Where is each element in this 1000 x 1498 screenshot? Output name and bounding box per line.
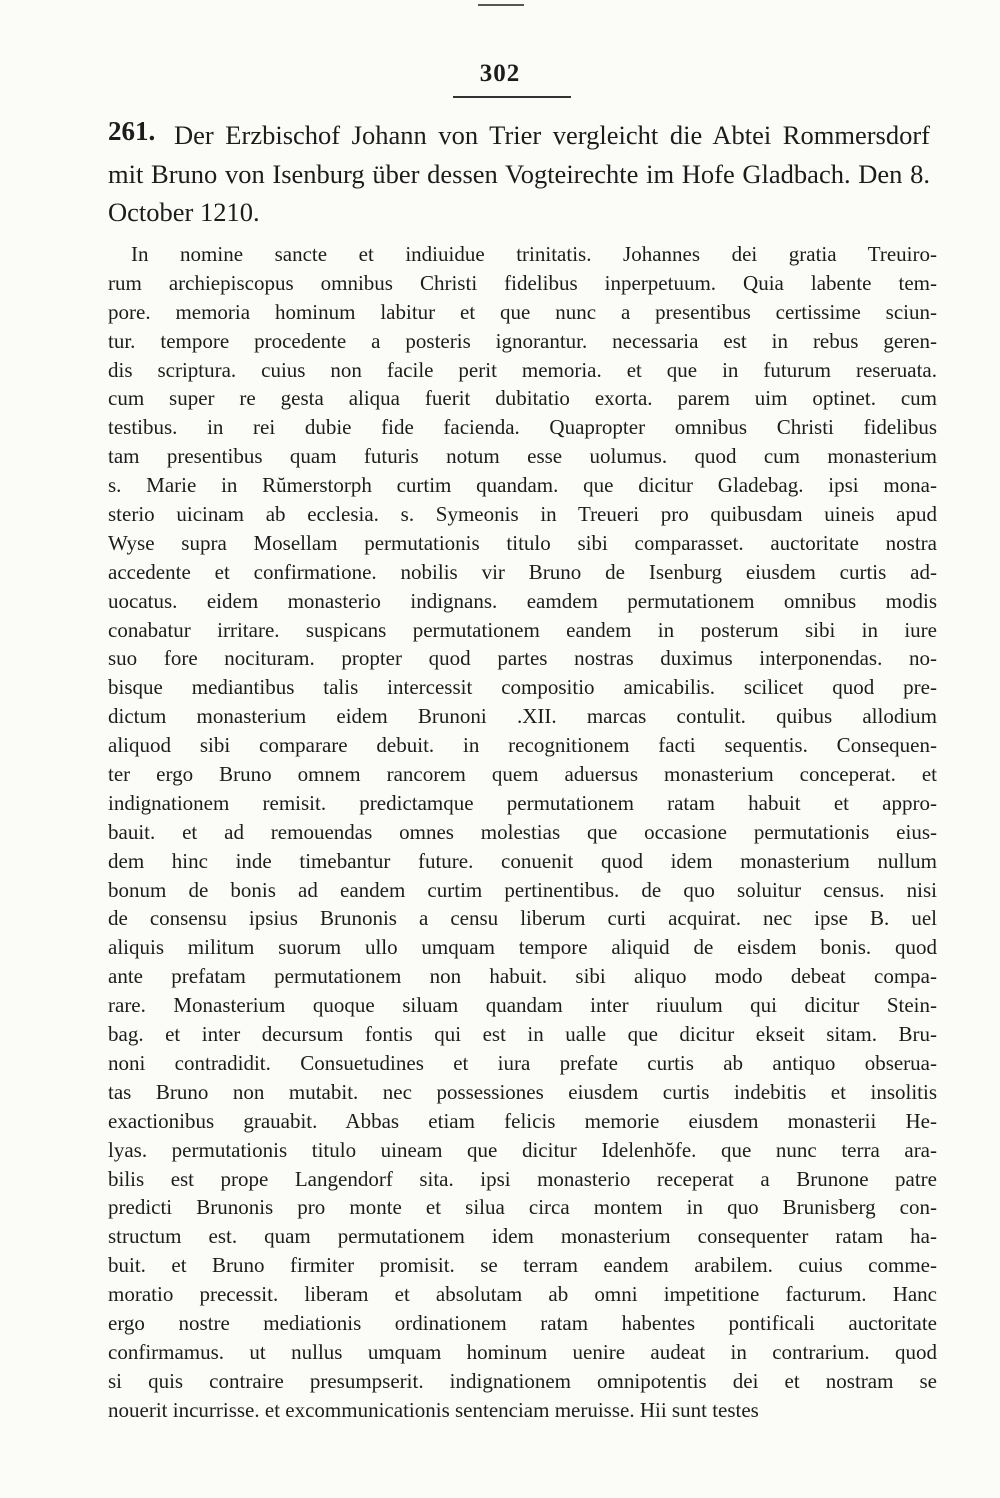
text-line: suo fore nocituram. propter quod partes nostras duximus interponendas. no- xyxy=(108,646,937,671)
text-line: dictum monasterium eidem Brunoni .XII. marcas contulit. quibus allodium xyxy=(108,704,937,729)
text-line: aliquis militum suorum ullo umquam tempore aliquid de eisdem bonis. quod xyxy=(108,935,937,960)
text-line: dis scriptura. cuius non facile perit memoria. et que in futurum reseruata. xyxy=(108,357,937,382)
text-line: s. Marie in Rŭmerstorph curtim quandam. que dicitur Gladebag. ipsi mona- xyxy=(108,473,937,498)
text-line: structum est. quam permutationem idem monasterium consequenter ratam ha- xyxy=(108,1224,937,1249)
text-line: indignationem remisit. predictamque permutationem ratam habuit et appro- xyxy=(108,790,937,815)
text-line: accedente et confirmatione. nobilis vir Bruno de Isenburg eiusdem curtis ad- xyxy=(108,559,937,584)
text-line: ante prefatam permutationem non habuit. sibi aliquo modo debeat compa- xyxy=(108,964,937,989)
text-line: tas Bruno non mutabit. nec possessiones eiusdem curtis indebitis et insolitis xyxy=(108,1079,937,1104)
text-line: In nomine sancte et indiuidue trinitatis. Johannes dei gratia Treuiro- xyxy=(131,242,937,266)
text-line: nouerit incurrisse. et excommunicationis sentenciam meruisse. Hii sunt testes xyxy=(108,1397,759,1422)
text-line: confirmamus. ut nullus umquam hominum uenire audeat in contrarium. quod xyxy=(108,1339,937,1364)
text-line: bisque mediantibus talis intercessit compositio amicabilis. scilicet quod pre- xyxy=(108,675,937,700)
charter-number: 261. xyxy=(108,116,156,146)
text-line: tur. tempore procedente a posteris ignorantur. necessaria est in rebus geren- xyxy=(108,328,937,353)
text-line: exactionibus grauabit. Abbas etiam felicis memorie eiusdem monasterii He- xyxy=(108,1108,937,1133)
text-line: uocatus. eidem monasterio indignans. eamdem permutationem omnibus modis xyxy=(108,588,937,613)
text-line: rum archiepiscopus omnibus Christi fidelibus inperpetuum. Quia labente tem- xyxy=(108,270,937,295)
text-line: sterio uicinam ab ecclesia. s. Symeonis in Treueri pro quibusdam uineis apud xyxy=(108,502,937,527)
text-line: si quis contraire presumpserit. indignationem omnipotentis dei et nostram se xyxy=(108,1368,937,1393)
text-line: bag. et inter decursum fontis qui est in ualle que dicitur ekseit sitam. Bru- xyxy=(108,1022,937,1047)
text-line: tam presentibus quam futuris notum esse uolumus. quod cum monasterium xyxy=(108,444,937,469)
text-line: moratio precessit. liberam et absolutam ab omni impetitione facturum. Hanc xyxy=(108,1282,937,1307)
page-number: 302 xyxy=(479,60,521,87)
text-line: de consensu ipsius Brunonis a censu liberum curti acquirat. nec ipse B. uel xyxy=(108,906,937,931)
page-number-rule xyxy=(453,96,571,98)
text-line: testibus. in rei dubie fide facienda. Quapropter omnibus Christi fidelibus xyxy=(108,415,937,440)
text-line: ter ergo Bruno omnem rancorem quem aduersus monasterium conceperat. et xyxy=(108,762,937,787)
text-line: dem hinc inde timebantur future. conuenit quod idem monasterium nullum xyxy=(108,848,937,873)
text-line: noni contradidit. Consuetudines et iura prefate curtis ab antiquo obserua- xyxy=(108,1050,937,1075)
text-line: cum super re gesta aliqua fuerit dubitatio exorta. parem uim optinet. cum xyxy=(108,386,937,411)
charter-title: Der Erzbischof Johann von Trier vergleicht die Abtei Rommersdorf mit Bruno von Isenburg über dessen Vogteirechte im Hofe Gladbach. Den 8. October 1210. xyxy=(108,120,930,227)
text-line: aliquod sibi comparare debuit. in recognitionem facti sequentis. Consequen- xyxy=(108,733,937,758)
text-line: predicti Brunonis pro monte et silua circa montem in quo Brunisberg con- xyxy=(108,1195,937,1220)
text-line: bonum de bonis ad eandem curtim pertinentibus. de quo soluitur census. nisi xyxy=(108,877,937,902)
text-line: bilis est prope Langendorf sita. ipsi monasterio receperat a Brunone patre xyxy=(108,1166,937,1191)
text-line: bauit. et ad remouendas omnes molestias que occasione permutationis eius- xyxy=(108,819,937,844)
text-line: lyas. permutationis titulo uineam que dicitur Idelenhŏfe. que nunc terra ara- xyxy=(108,1137,937,1162)
text-line: Wyse supra Mosellam permutationis titulo sibi comparasset. auctoritate nostra xyxy=(108,530,937,555)
charter-text xyxy=(108,240,937,1425)
text-line: buit. et Bruno firmiter promisit. se terram eandem arabilem. cuius comme- xyxy=(108,1253,937,1278)
text-line: conabatur irritare. suspicans permutationem eandem in posterum sibi in iure xyxy=(108,617,937,642)
text-line: ergo nostre mediationis ordinationem ratam habentes pontificali auctoritate xyxy=(108,1310,937,1335)
top-edge-rule xyxy=(478,4,524,6)
text-line: pore. memoria hominum labitur et que nunc a presentibus certissime sciun- xyxy=(108,299,937,324)
text-line: rare. Monasterium quoque siluam quandam inter riuulum qui dicitur Stein- xyxy=(108,993,937,1018)
